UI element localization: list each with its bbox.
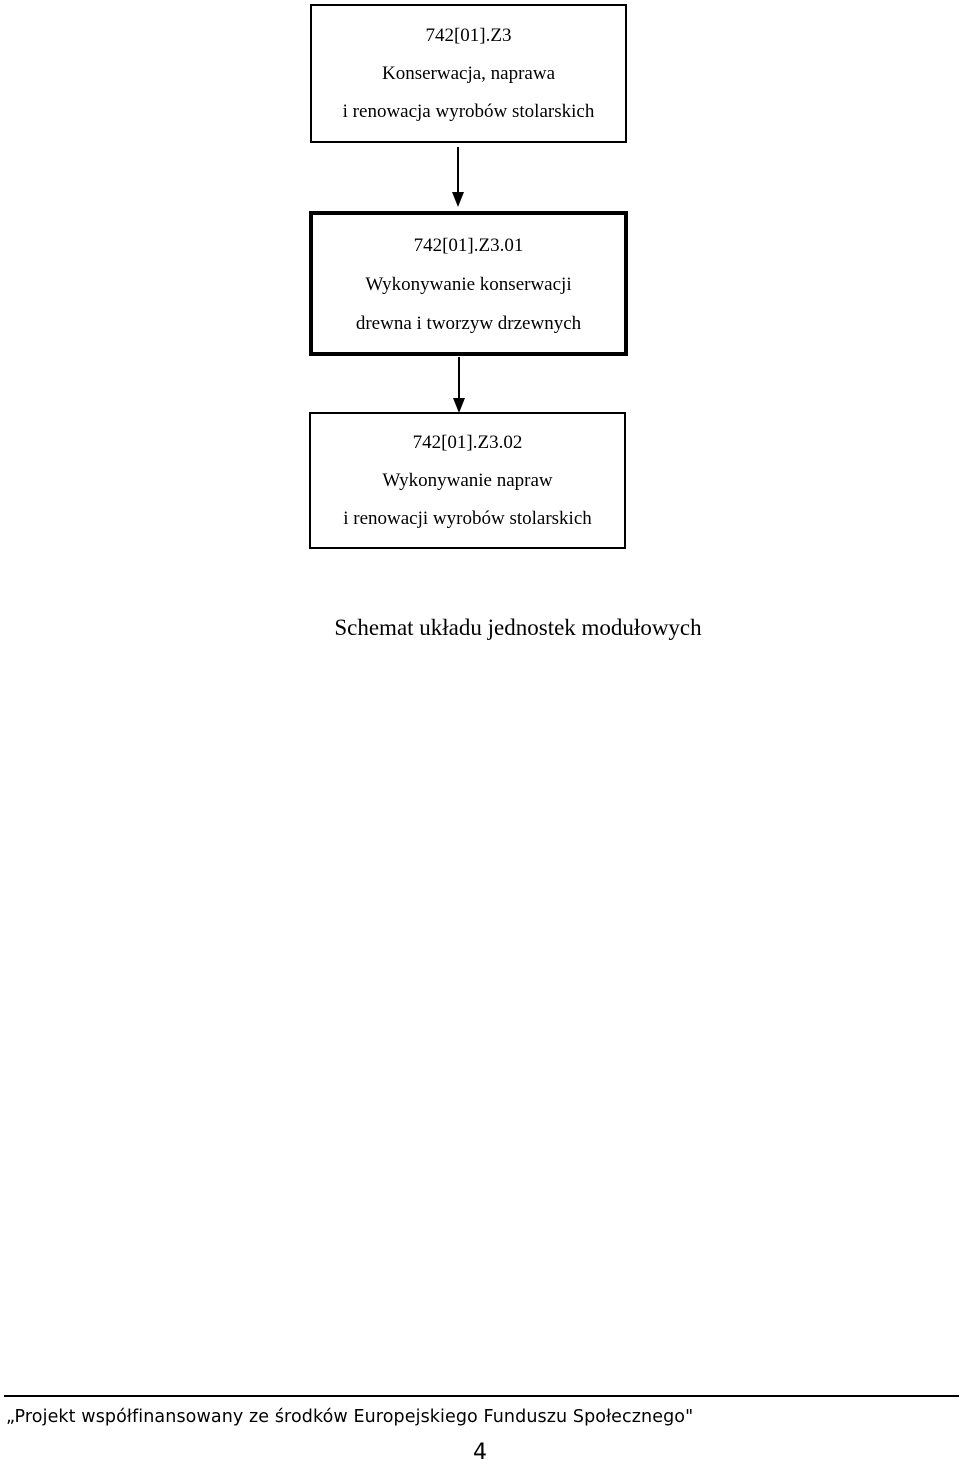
diagram-caption: Schemat układu jednostek modułowych — [334, 615, 702, 640]
footer-divider — [4, 1395, 959, 1397]
unit-title-line1: Wykonywanie konserwacji — [365, 274, 572, 295]
module-code: 742[01].Z3 — [425, 24, 512, 46]
unit-title-line2: i renowacji wyrobów stolarskich — [343, 507, 592, 529]
unit-box-01 — [309, 211, 628, 356]
unit-box-02 — [309, 412, 626, 549]
module-title-line1: Konserwacja, naprawa — [381, 62, 556, 84]
module-box-root — [310, 4, 627, 143]
page-number: 4 — [473, 1440, 487, 1465]
unit-title-line1: Wykonywanie napraw — [382, 469, 553, 491]
unit-title-line2: drewna i tworzyw drzewnych — [355, 313, 582, 334]
unit-code: 742[01].Z3.02 — [412, 431, 523, 453]
arrow-connector-2 — [449, 357, 469, 415]
unit-code: 742[01].Z3.01 — [413, 235, 524, 256]
module-title-line2: i renowacja wyrobów stolarskich — [342, 100, 595, 122]
arrow-connector-1 — [448, 147, 468, 209]
footer-funding-note: „Projekt współfinansowany ze środków Europejskiego Funduszu Społecznego" — [6, 1407, 694, 1427]
